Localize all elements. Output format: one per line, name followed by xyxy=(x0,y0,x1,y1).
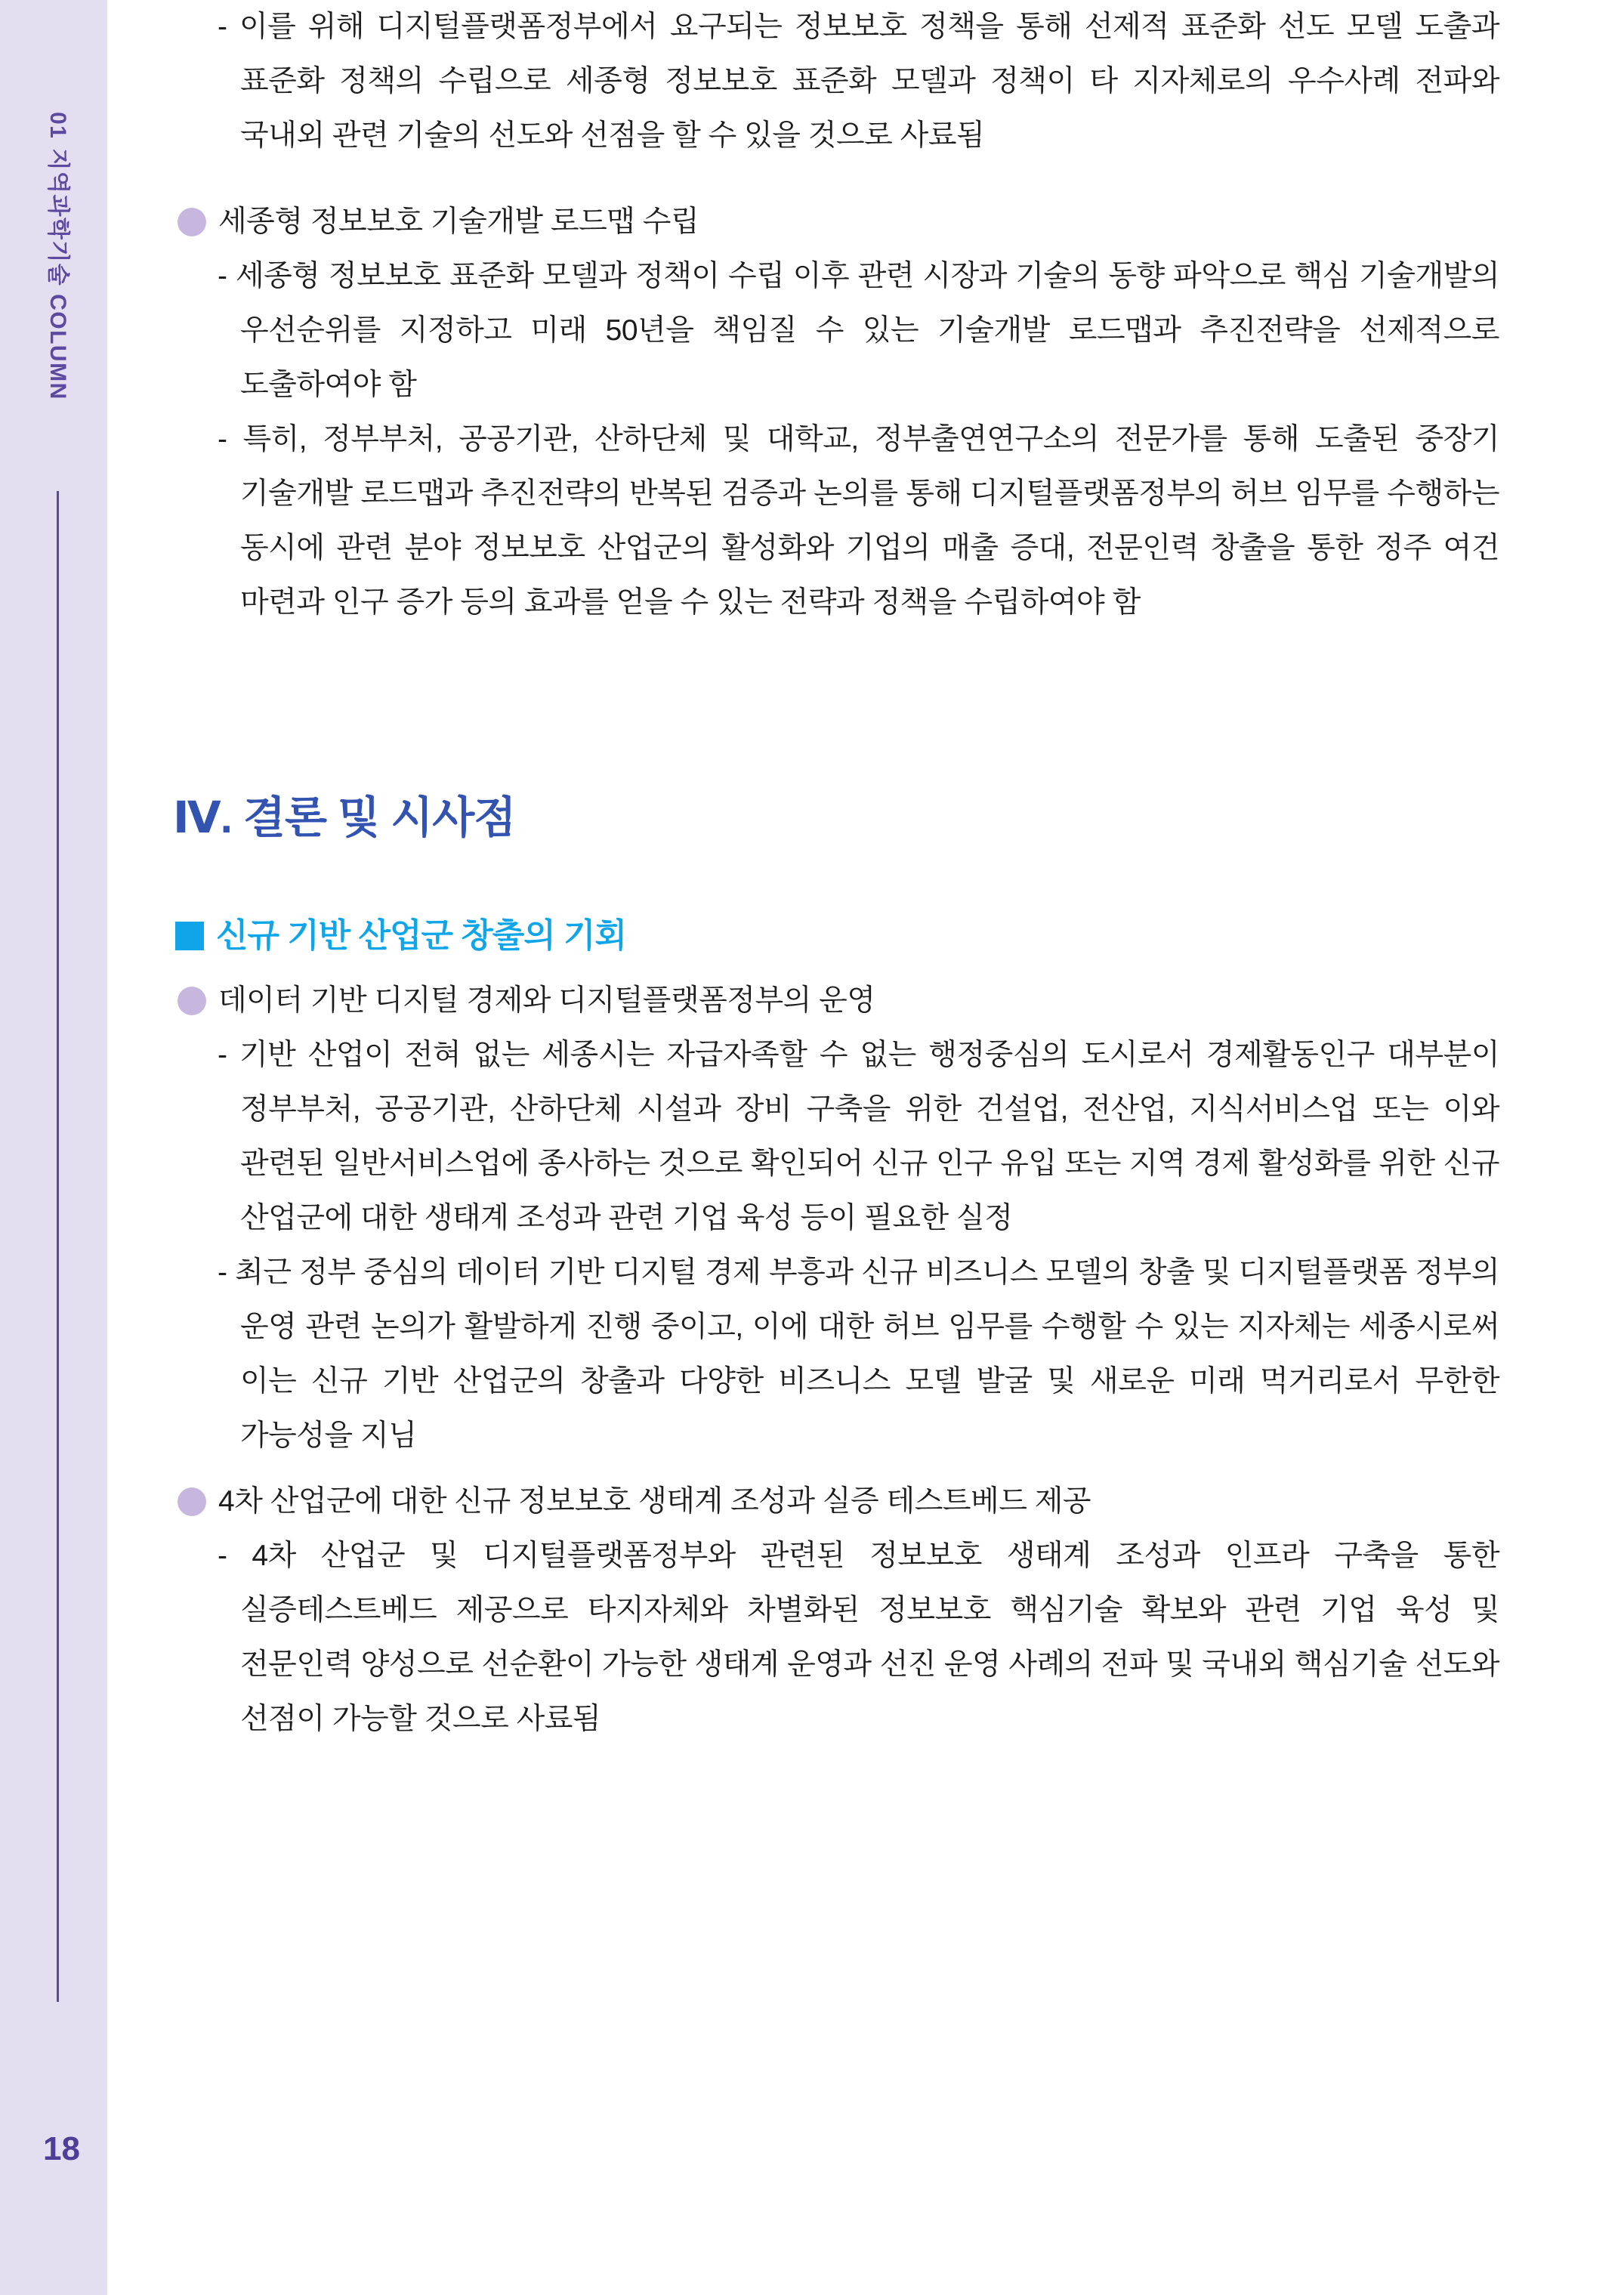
sidebar-label-text: 지역과학기술 COLUMN xyxy=(45,148,70,400)
bullet-item xyxy=(178,974,1499,1028)
bullet-dot-icon xyxy=(178,987,206,1015)
bullet-text: 데이터 기반 디지털 경제와 디지털플랫폼정부의 운영 xyxy=(218,984,875,1017)
sidebar-label-number: 01 xyxy=(45,112,70,140)
square-bullet-icon xyxy=(175,922,204,950)
dash-paragraph: - 세종형 정보보호 표준화 모델과 정책이 수립 이후 관련 시장과 기술의 동향 파악으로 핵심 기술개발의 우선순위를 지정하고 미래 50년을 책임질 수 있는 기술개발 로드맵과 추진전략을 선제적으로 도출하여야 함 xyxy=(218,260,1499,401)
bullet-item xyxy=(178,195,1499,249)
sidebar-divider-line xyxy=(57,491,59,2002)
sidebar xyxy=(0,0,107,2295)
dash-paragraph: - 특히, 정부부처, 공공기관, 산하단체 및 대학교, 정부출연연구소의 전문가를 통해 도출된 중장기 기술개발 로드맵과 추진전략의 반복된 검증과 논의를 통해 디지털플랫폼정부의 허브 임무를 수행하는 동시에 관련 분야 정보보호 산업군의 활성화와 기업의 매출 증대, 전문인력 창출을 통한 정주 여건 마련과 인구 증가 등의 효과를 얻을 수 있는 전략과 정책을 수립하여야 함 xyxy=(218,423,1499,619)
main-content xyxy=(173,0,1499,1747)
bullet-text: 세종형 정보보호 기술개발 로드맵 수립 xyxy=(218,205,699,238)
bullet-dot-icon xyxy=(178,208,206,236)
sub-heading xyxy=(175,914,1499,958)
page-number: 18 xyxy=(43,2130,80,2167)
bullet-text: 4차 산업군에 대한 신규 정보보호 생태계 조성과 실증 테스트베드 제공 xyxy=(218,1485,1091,1518)
sub-heading-text: 신규 기반 산업군 창출의 기회 xyxy=(216,917,626,954)
bullet-item xyxy=(178,1475,1499,1529)
dash-paragraph: - 이를 위해 디지털플랫폼정부에서 요구되는 정보보호 정책을 통해 선제적 표준화 선도 모델 도출과 표준화 정책의 수립으로 세종형 정보보호 표준화 모델과 정책이 타 지자체로의 우수사례 전파와 국내외 관련 기술의 선도와 선점을 할 수 있을 것으로 사료됨 xyxy=(218,11,1499,152)
bullet-dot-icon xyxy=(178,1487,206,1516)
dash-paragraph: - 최근 정부 중심의 데이터 기반 디지털 경제 부흥과 신규 비즈니스 모델의 창출 및 디지털플랫폼 정부의 운영 관련 논의가 활발하게 진행 중이고, 이에 대한 허브 임무를 수행할 수 있는 지자체는 세종시로써 이는 신규 기반 산업군의 창출과 다양한 비즈니스 모델 발굴 및 새로운 미래 먹거리로서 무한한 가능성을 지님 xyxy=(218,1256,1499,1452)
section-heading: Ⅳ. 결론 및 시사점 xyxy=(173,793,516,842)
dash-paragraph: - 4차 산업군 및 디지털플랫폼정부와 관련된 정보보호 생태계 조성과 인프라 구축을 통한 실증테스트베드 제공으로 타지자체와 차별화된 정보보호 핵심기술 확보와 관련 기업 육성 및 전문인력 양성으로 선순환이 가능한 생태계 운영과 선진 운영 사례의 전파 및 국내외 핵심기술 선도와 선점이 가능할 것으로 사료됨 xyxy=(218,1540,1499,1735)
sidebar-vertical-label xyxy=(44,112,71,400)
dash-paragraph: - 기반 산업이 전혀 없는 세종시는 자급자족할 수 없는 행정중심의 도시로서 경제활동인구 대부분이 정부부처, 공공기관, 산하단체 시설과 장비 구축을 위한 건설업, 전산업, 지식서비스업 또는 이와 관련된 일반서비스업에 종사하는 것으로 확인되어 신규 인구 유입 또는 지역 경제 활성화를 위한 신규 산업군에 대한 생태계 조성과 관련 기업 육성 등이 필요한 실정 xyxy=(218,1039,1499,1234)
